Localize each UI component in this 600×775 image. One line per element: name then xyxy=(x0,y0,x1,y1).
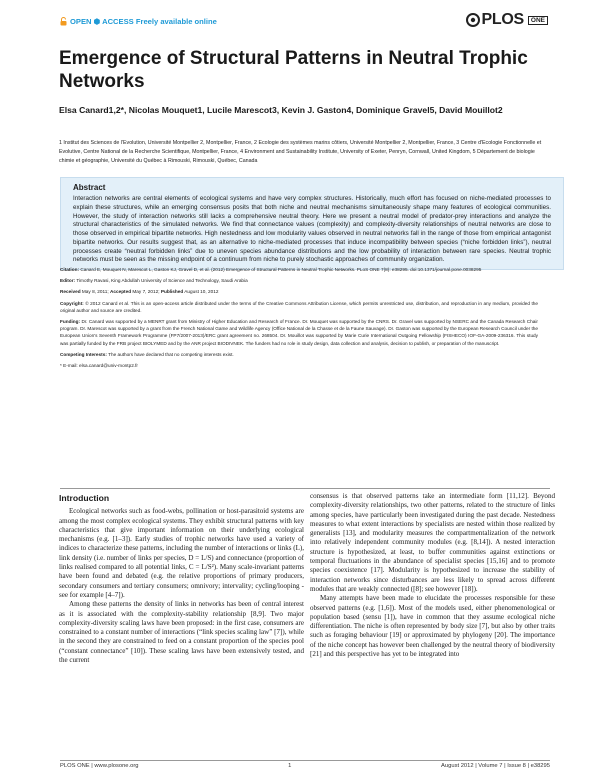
introduction-heading: Introduction xyxy=(59,493,110,503)
email-line[interactable]: * E-mail: elsa.canard@univ-montp2.fr xyxy=(60,363,138,369)
article-metadata xyxy=(60,266,538,373)
footer-divider xyxy=(60,760,550,761)
body-paragraph: Many attempts have been made to elucidate the processes responsible for these observed patterns (e.g. [1,6]). Most of the models used, either phenomenological or population based (sensu [1]), have in common that they assume ecological niche differentiation. The niche is often represented by body size [7], but also by other traits such as foraging behaviour [19] or approximated by phylogeny [20]. The importance of the niche concept has however been challenged by the neutral theory of biodiversity [21] and this perspective has yet to be integrated into xyxy=(310,594,555,659)
funding-label: Funding: xyxy=(60,319,81,325)
received-date: May 8, 2011; xyxy=(81,289,109,295)
open-access-banner xyxy=(60,17,217,28)
abstract-text: Interaction networks are central elements of ecological systems and have very complex structures. Historically, much effort has focused on niche-mediated processes to explain these structures, while an emerging consensus posits that both niche and neutral mechanisms simultaneously shape many features of ecological communities. However, the study of interaction networks still lacks a comprehensive neutral theory. Here we present a neutral model of predator-prey interactions and analyze the structural characteristics of the simulated networks. We find that connectance values (complexity) and complexity-diversity relationships of neutral networks are close to those observed in empirical bipartite networks. High nestedness and low modularity values observed in neutral networks fall in the range of those from empirical antagonist bipartite networks. Our results suggest that, as an alternative to niche-mediated processes that induce incompatibility between species (“niche forbidden links”), neutral processes create “neutral forbidden links” due to uneven species abundance distributions and the low probability of interaction between rare species. Neutral trophic networks must be seen as the missing endpoint of a continuum from niche to purely stochastic approaches of community organization. xyxy=(73,195,551,264)
body-column-left xyxy=(59,492,304,665)
journal-name: PLOS xyxy=(481,11,524,28)
author-list: Elsa Canard1,2*, Nicolas Mouquet1, Lucile Marescot3, Kevin J. Gaston4, Dominique Gravel5, David Mouillot2 xyxy=(59,105,503,115)
funding-text: Dr. Canard was supported by a MENRT grant from Ministry of Higher Education and Research of France. Dr. Mouquet was supported by the CNRS. Dr. Gravel was supported by NSERC and the Canada Research Chair program. Dr. Marescot was supported by a grant from the French National Game and Wildlife Agency (Office National de la Chasse et de la Faune Sauvage). Dr. Gaston was supported by the European Research Council under the European Union's Seventh Framework Programme (FP7/2007-2013)/ERC grant agreement no. 268504. Dr. Mouillot was supported by Marie Curie International Outgoing Fellowship (FISHECO) IOF-GA-2009-236316. This study was partially funded by the FRB project BIOLYMED and by the ANR project BIODIVNEK. The funders had no role in study design, data collection and analysis, decision to publish, or preparation of the manuscript. xyxy=(60,319,538,346)
body-paragraph: consensus is that observed patterns take an intermediate form [11,12]. Beyond complexity-diversity relationships, two other patterns, related to the structure of links among species, have particularly been investigated during the past decade. Nestedness measures to what extent interactions by specialists are nested within those realized by generalists [13], and modularity measures the compartmentalization of the network into relatively independent community modules (e.g. [8,14]). A nested interaction structure is hypothesized, at least, to buffer communities against extinctions or temporal fluctuations in the abundance of specialist species [15,16] and to promote species coexistence [17]. Modularity is hypothesized to increase the stability of interaction networks since disturbances are less likely to spread across different modules that are weakly connected ([8]; see however [18]). xyxy=(310,492,555,593)
abstract-heading: Abstract xyxy=(73,183,106,192)
funding-block xyxy=(60,318,538,347)
citation-label: Citation: xyxy=(60,267,80,272)
accepted-label: Accepted xyxy=(109,289,132,295)
dates-block xyxy=(60,288,538,295)
section-divider xyxy=(60,488,550,489)
editor-text: Timothy Ravasi, King Abdullah University of Science and Technology, Saudi Arabia xyxy=(76,278,248,284)
received-label: Received xyxy=(60,289,81,295)
plos-circle-icon xyxy=(466,13,480,27)
competing-label: Competing Interests: xyxy=(60,351,107,357)
editor-block xyxy=(60,277,538,284)
copyright-block xyxy=(60,300,538,314)
affiliations: 1 Institut des Sciences de l'Evolution, Université Montpellier 2, Montpellier, France, 2 Ecologie des systèmes marins côtiers, Université Montpellier 2, Montpellier, France, 3 Centre d'Ecologie Fonctionnelle et Evolutive, Centre National de la Recherche Scientifique, Montpellier, France, 4 Environment and Sustainability Institute, University of Exeter, Penryn, Cornwall, United Kingdom, 5 Département de biologie chimie et géographie, Université du Québec à Rimouski, Rimouski, Québec, Canada xyxy=(59,140,542,164)
footer-issue-info: August 2012 | Volume 7 | Issue 8 | e38295 xyxy=(441,763,550,769)
journal-logo xyxy=(466,11,548,29)
copyright-text: © 2012 Canard et al. This is an open-access article distributed under the terms of the Creative Commons Attribution License, which permits unrestricted use, distribution, and reproduction in any medium, provided the original author and source are credited. xyxy=(60,300,538,313)
page-footer xyxy=(60,763,550,769)
competing-text: The authors have declared that no competing interests exist. xyxy=(108,351,234,357)
copyright-label: Copyright: xyxy=(60,300,84,306)
body-column-right xyxy=(310,492,555,659)
abstract-box xyxy=(60,177,564,270)
journal-subname: ONE xyxy=(528,16,548,25)
competing-interests-block xyxy=(60,351,538,358)
citation-text: Canard E, Mouquet N, Marescot L, Gaston KJ, Gravel D, et al. (2012) Emergence of Structural Patterns in Neutral Trophic Networks. PLoS ONE 7(8): e38295. doi:10.1371/journal.pone.0038295 xyxy=(80,267,482,272)
citation-block xyxy=(60,266,538,273)
body-paragraph: Among these patterns the density of links in networks has been of central interest as it is associated with the complexity-stability relationship [8,9]. Two major complexity-diversity scaling laws have been proposed: in the first case, consumers are constrained to a constant number of interactions (“link species scaling law” [7]), while in the second they are constrained to feed on a constant proportion of the species pool (“constant connectance” [10]). These scaling laws have been extensively tested, and the current xyxy=(59,600,304,665)
body-paragraph: Ecological networks such as food-webs, pollination or host-parasitoid systems are among the most complex ecological systems. They exhibit structural patterns with key characteristics that give important information on their underlying ecological mechanisms (e.g. [1–3]). Early studies of trophic networks have used a variety of indices to characterize these patterns, including the number of interactions or links (L), link density (i.e. number of links per species, D = L/S) and connectance (proportion of links realised compared to all potential links, C = L/S²). Many scale-invariant patterns have been found and debated (e.g. the relative proportions of primary producers, secondary consumers and tertiary consumers; omnivory; intervality; cycling/looping - see for example [4–7]). xyxy=(59,507,304,599)
open-access-label: OPEN ⬢ ACCESS Freely available online xyxy=(70,17,217,26)
published-date: August 10, 2012 xyxy=(184,289,219,295)
footer-journal-url[interactable]: PLOS ONE | www.plosone.org xyxy=(60,763,139,769)
article-title: Emergence of Structural Patterns in Neutral Trophic Networks xyxy=(59,48,528,92)
accepted-date: May 7, 2012; xyxy=(132,289,160,295)
page-number: 1 xyxy=(288,763,292,769)
published-label: Published xyxy=(160,289,184,295)
open-access-lock-icon xyxy=(60,17,67,28)
editor-label: Editor: xyxy=(60,278,76,284)
